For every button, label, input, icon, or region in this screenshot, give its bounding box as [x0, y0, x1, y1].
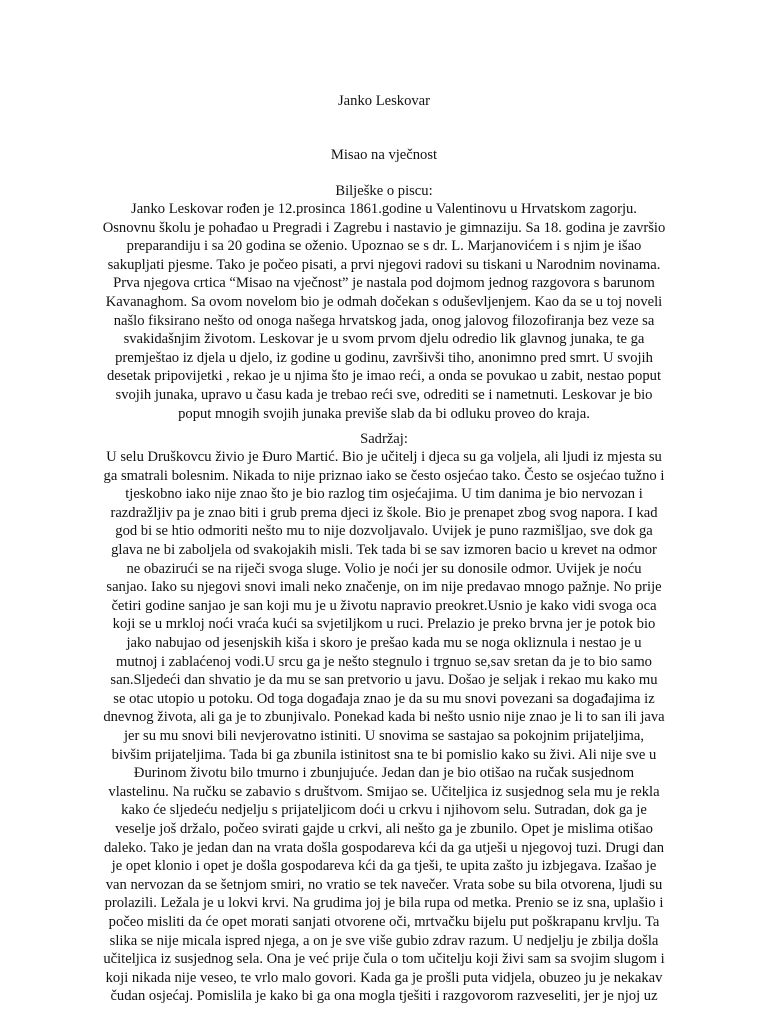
text-line: svakidašnjim životom. Leskovar je u svom prvom djelu odredio lik glavnog junaka, te ga	[123, 331, 645, 348]
text-line: ga smatrali bolesnim. Nikada to nije priznao iako se često osjećao tako. Često se osjećao tužno i	[103, 467, 665, 484]
text-line: kako će sljedeću nedjelju s prijateljicom doći u crkvu i njihovom selu. Sutradan, dok ga je	[121, 802, 647, 819]
text-line: mutnoj i zablaćenoj vodi.U srcu ga je nešto stegnulo i trgnuo se,sav sretan da je to bio samo	[116, 653, 652, 670]
author-name: Janko Leskovar	[338, 93, 430, 109]
text-line: desetak pripovijetki , rekao je u njima što je imao reći, a onda se povukao u zabit, nestao poput	[107, 368, 661, 385]
text-line: koji se u mrkloj noći vraća kući sa svjetiljkom u ruci. Prelazio je preko brvna jer je potok bio	[112, 616, 656, 633]
text-line: koji nikada nije veseo, te vrlo malo govori. Kada ga je prošli puta vidjela, obuzeo ju je nekakav	[105, 969, 663, 986]
document-title: Misao na vječnost	[330, 147, 438, 163]
content-heading: Sadržaj:	[360, 431, 408, 447]
text-line: jer su mu snovi bili nevjerovatno istiniti. U snovima se sastajao sa pokojnim prijateljima,	[123, 728, 645, 744]
text-line: daleko. Tako je jedan dan na vrata došla gospodareva kći da ga utješi u njegovoj tuzi. Drugi dan	[104, 839, 664, 856]
text-line: slika se nije micala ispred njega, a on je sve više gubio zdrav razum. U nedjelju je zbilja došla	[109, 932, 659, 949]
text-line: god bi se htio odmoriti nešto mu to nije dozvoljavalo. Uvijek je puno razmišljao, sve dok ga	[115, 523, 653, 540]
text-line: ne obazirući se na riječi svoga sluge. Volio je noći jer su donosile odmor. Uvijek je noću	[126, 560, 642, 577]
text-line: premještao iz djela u djelo, iz godine u godinu, završivši tiho, anonimno pred smrt. U svojih	[115, 349, 653, 366]
text-line: poput mnogih svojih junaka previše slab da bi odluku proveo do kraja.	[178, 405, 590, 422]
text-line: sakupljati pjesme. Tako je počeo pisati, a prvi njegovi radovi su tiskani u Narodnim novinama.	[107, 256, 661, 273]
text-line: sanjao. Iako su njegovi snovi imali neko značenje, on im nije predavao mnogo pažnje. No prije	[106, 579, 662, 596]
text-line: Osnovnu školu je pohađao u Pregradi i Zagrebu i nastavio je gimnaziju. Sa 18. godina je završio	[102, 219, 666, 236]
text-line: čudan osjećaj. Pomislila je kako bi ga ona mogla tješiti i razgovorom razveseliti, jer je njoj uz	[110, 988, 658, 1005]
text-line: Janko Leskovar rođen je 12.prosinca 1861.godine u Valentinovu u Hrvatskom zagorju.	[131, 201, 637, 217]
text-line: se otac utopio u potoku. Od toga događaja znao je da su mu snovi povezani sa događajima iz	[113, 690, 655, 707]
text-line: našlo fiksirano nešto od onoga našega hrvatskog jada, onog jalovog filozofiranja bez veze sa	[113, 312, 655, 329]
text-line: bivšim prijateljima. Tada bi ga zbunila istinitost sna te bi pomislio kako su živi. Ali nije sve u	[111, 746, 657, 763]
text-line: glava ne bi zaboljela od svakojakih misli. Tek tada bi se sav izmoren bacio u krevet na odmor	[111, 542, 657, 558]
text-line: preparandiju i sa 20 godina se oženio. Upoznao se s dr. L. Marjanovićem i s njim je išao	[126, 238, 642, 255]
text-line: počeo misliti da će opet morati sanjati otvorene oči, mrtvačku bijelu put poškrapanu krvlju. Ta	[108, 914, 660, 930]
text-line: prolazili. Ležala je u lokvi krvi. Na grudima joj je bila rupa od metka. Prenio se iz sna, uplašio i	[104, 895, 664, 912]
text-line: vlastelinu. Na ručku se zabavio s društvom. Smijao se. Učiteljica iz susjednog sela mu je rekla	[108, 783, 660, 800]
text-line: je opet klonio i opet je došla gospodareva kći da ga tješi, te upita zašto ju izbjegava. Izašao je	[111, 858, 657, 875]
text-line: dnevnog života, ali ga je to zbunjivalo. Ponekad kada bi nešto usnio nije znao je li to san ili java	[103, 709, 665, 726]
text-line: Đurinom životu bilo tmurno i zbunjujuće. Jedan dan je bio otišao na ručak susjednom	[133, 765, 635, 782]
text-line: Prva njegova crtica “Misao na vječnost” je nastala pod dojmom jednog razgovora s barunom	[113, 275, 655, 292]
text-line: veselje još držalo, počeo svirati gajde u crkvi, ali nešto ga je zbunilo. Opet je mislima otišao	[115, 821, 653, 837]
notes-heading: Bilješke o piscu:	[335, 183, 433, 199]
text-line: U selu Druškovcu živio je Đuro Martić. Bio je učitelj i djeca su ga voljela, ali ljudi iz mjesta su	[106, 449, 662, 465]
text-line: Kavanaghom. Sa ovom novelom bio je odmah dočekan s oduševljenjem. Kao da se u toj noveli	[105, 294, 663, 310]
text-line: učiteljica iz susjednog sela. Ona je već prije čula o tom učitelju koji živi sam sa svojim slugom i	[103, 951, 665, 968]
text-line: san.Sljedeći dan shvatio je da mu se san pretvorio u javu. Došao je seljak i rekao mu kako mu	[110, 672, 658, 689]
text-line: razdražljiv pa je znao biti i grub prema djeci iz škole. Bio je prenapet zbog svog napora. I kad	[110, 504, 658, 521]
text-line: tjeskobno iako nije znao što je bio razlog tim osjećajima. U tim danima je bio nervozan i	[125, 486, 643, 503]
text-line: van nervozan da se šetnjom smiri, no vratio se tek navečer. Vrata sobe su bila otvorena, ljudi su	[105, 876, 663, 893]
text-line: svojih junaka, upravo u času kada je trebao reći sve, odrediti se i nametnuti. Leskovar je bio	[115, 387, 653, 403]
text-line: jako nabujao od jesenjskih kiša i skoro je prešao kada mu se noga okliznula i nestao je u	[126, 635, 642, 651]
text-line: četiri godine sanjao je san koji mu je u životu napravio preokret.Usnio je kako vidi svoga oca	[111, 597, 657, 614]
